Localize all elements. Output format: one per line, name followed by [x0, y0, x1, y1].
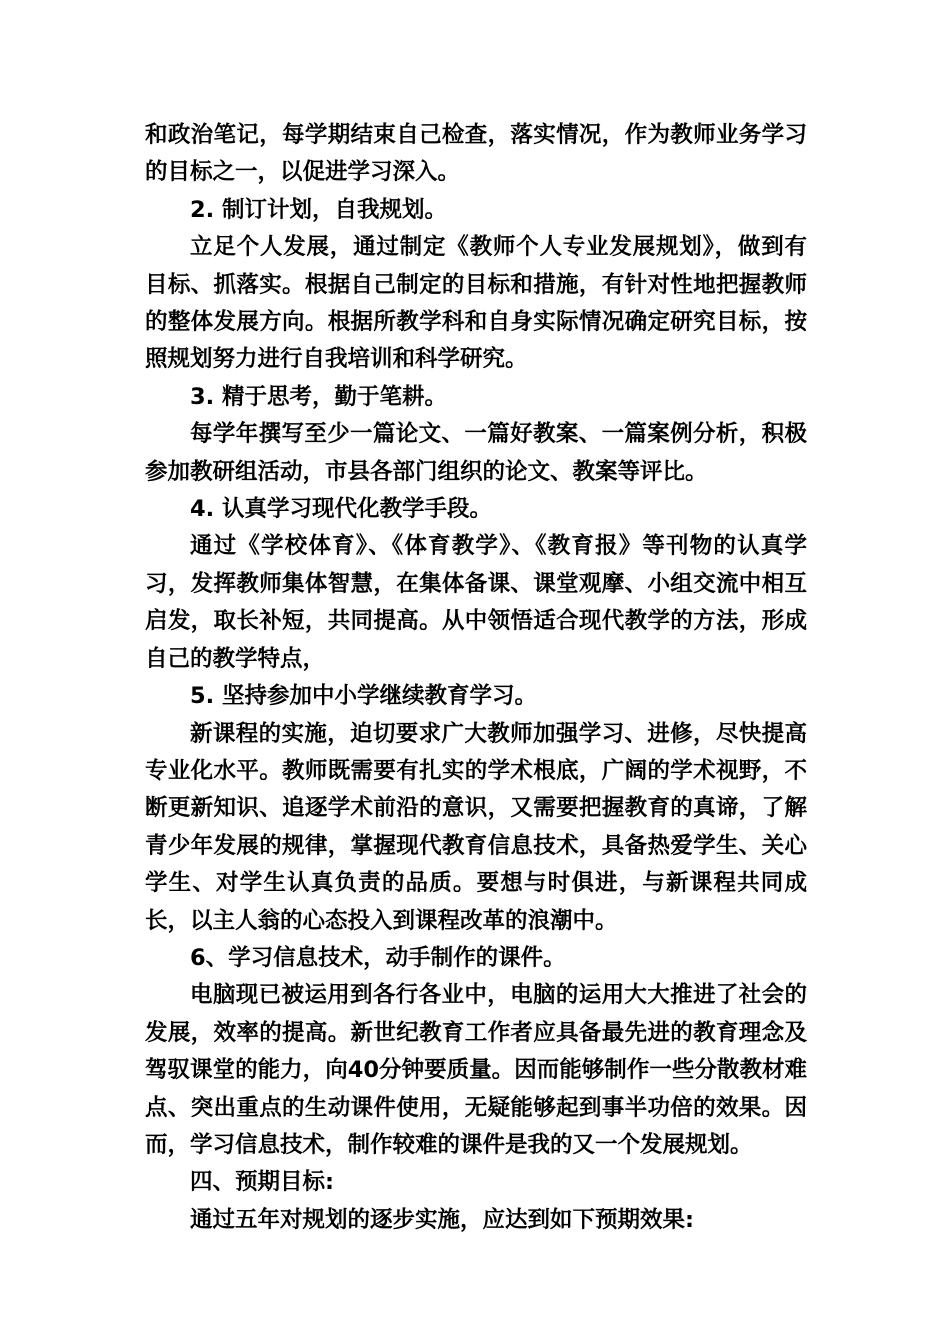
paragraph-expected-goals: 通过五年对规划的逐步实施，应达到如下预期效果:	[190, 1206, 694, 1233]
paragraph-information-technology: 电脑现已被运用到各行各业中，电脑的运用大大推进了社会的发展，效率的提高。新世纪教育工作者应具备最先进的教育理念及驾驭课堂的能力，向40分钟要质量。因而能够制作一些分散教材难点、突出重点的生动课件使用，无疑能够起到事半功倍的效果。因而，学习信息技术，制作较难的课件是我的又一个发展规划。	[145, 982, 807, 1158]
heading-expected-goals: 四、预期目标:	[190, 1169, 334, 1196]
paragraph-modern-teaching: 通过《学校体育》、《体育教学》、《教育报》等刊物的认真学习，发挥教师集体智慧，在集体备课、课堂观摩、小组交流中相互启发，取长补短，共同提高。从中领悟适合现代教学的方法，形成自己的教学特点，	[145, 533, 807, 672]
heading-continuing-education: 5. 坚持参加中小学继续教育学习。	[190, 683, 538, 710]
paragraph-notes-intro: 和政治笔记，每学期结束自己检查，落实情况，作为教师业务学习的目标之一，以促进学习深入。	[145, 122, 807, 186]
heading-make-plan: 2. 制订计划，自我规划。	[190, 196, 448, 223]
paragraph-continuing-education: 新课程的实施，迫切要求广大教师加强学习、进修，尽快提高专业化水平。教师既需要有扎实的学术根底，广阔的学术视野，不断更新知识、追逐学术前沿的意识，又需要把握教育的真谛，了解青少年发展的规律，掌握现代教育信息技术，具备热爱学生、关心学生、对学生认真负责的品质。要想与时俱进，与新课程共同成长，以主人翁的心态投入到课程改革的浪潮中。	[145, 720, 807, 934]
heading-modern-teaching: 4. 认真学习现代化教学手段。	[190, 496, 493, 523]
document-body	[145, 117, 807, 1239]
paragraph-think-write: 每学年撰写至少一篇论文、一篇好教案、一篇案例分析，积极参加教研组活动，市县各部门组织的论文、教案等评比。	[145, 421, 807, 485]
heading-information-technology: 6、学习信息技术，动手制作的课件。	[190, 944, 566, 971]
paragraph-make-plan: 立足个人发展，通过制定《教师个人专业发展规划》，做到有目标、抓落实。根据自己制定的目标和措施，有针对性地把握教师的整体发展方向。根据所教学科和自身实际情况确定研究目标，按照规划努力进行自我培训和科学研究。	[145, 234, 807, 373]
heading-think-write: 3. 精于思考，勤于笔耕。	[190, 383, 448, 410]
